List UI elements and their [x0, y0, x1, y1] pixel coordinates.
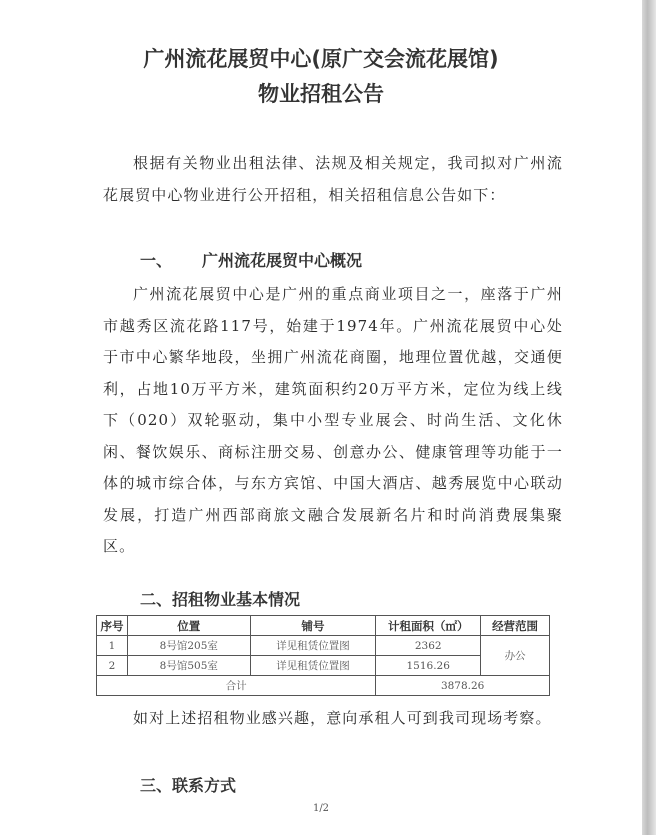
section1-heading — [140, 248, 362, 271]
table-total-row — [97, 676, 550, 696]
intro-paragraph: 根据有关物业出租法律、法规及相关规定，我司拟对广州流花展贸中心物业进行公开招租，相关招租信息公告如下： — [103, 154, 563, 204]
table-cell: 2362 — [376, 636, 481, 656]
table-cell: 1516.26 — [376, 656, 481, 676]
section1-title: 广州流花展贸中心概况 — [202, 251, 363, 270]
table-row — [97, 636, 550, 656]
section1-number: 一、 — [140, 251, 173, 270]
section2-heading: 二、招租物业基本情况 — [140, 590, 301, 609]
table-header-cell: 经营范围 — [481, 616, 550, 636]
table-header-cell: 序号 — [97, 616, 128, 636]
document-title-line1: 广州流花展贸中心(原广交会流花展馆) — [143, 47, 499, 71]
table-header-cell: 位置 — [127, 616, 250, 636]
document-title-line2: 物业招租公告 — [258, 82, 384, 106]
inspection-note: 如对上述招租物业感兴趣，意向承租人可到我司现场考察。 — [133, 709, 552, 727]
page-number: 1/2 — [312, 803, 330, 814]
table-cell: 8号馆205室 — [127, 636, 250, 656]
table-header-row — [97, 616, 550, 636]
table-cell: 2 — [97, 656, 128, 676]
total-value-cell: 3878.26 — [376, 676, 550, 696]
table-cell: 1 — [97, 636, 128, 656]
table-header-cell: 铺号 — [250, 616, 376, 636]
total-label-cell: 合计 — [97, 676, 376, 696]
section1-body: 广州流花展贸中心是广州的重点商业项目之一，座落于广州市越秀区流花路117号，始建于1974年。广州流花展贸中心处于市中心繁华地段，坐拥广州流花商圈，地理位置优越，交通便利，占地10万平方米，建筑面积约20万平方米，定位为线上线下（020）双轮驱动，集中小型专业展会、时尚生活、文化休闲、餐饮娱乐、商标注册交易、创意办公、健康管理等功能于一体的城市综合体，与东方宾馆、中国大酒店、越秀展览中心联动发展，打造广州西部商旅文融合发展新名片和时尚消费展集聚区。 — [103, 285, 563, 555]
table-cell: 详见租赁位置图 — [250, 636, 376, 656]
table-header-cell: 计租面积（㎡） — [376, 616, 481, 636]
section3-heading: 三、联系方式 — [140, 776, 237, 795]
page-edge-shadow — [642, 0, 656, 835]
table-cell: 详见租赁位置图 — [250, 656, 376, 676]
business-scope-cell: 办公 — [481, 636, 550, 676]
table-cell: 8号馆505室 — [127, 656, 250, 676]
rental-property-table — [96, 615, 550, 696]
